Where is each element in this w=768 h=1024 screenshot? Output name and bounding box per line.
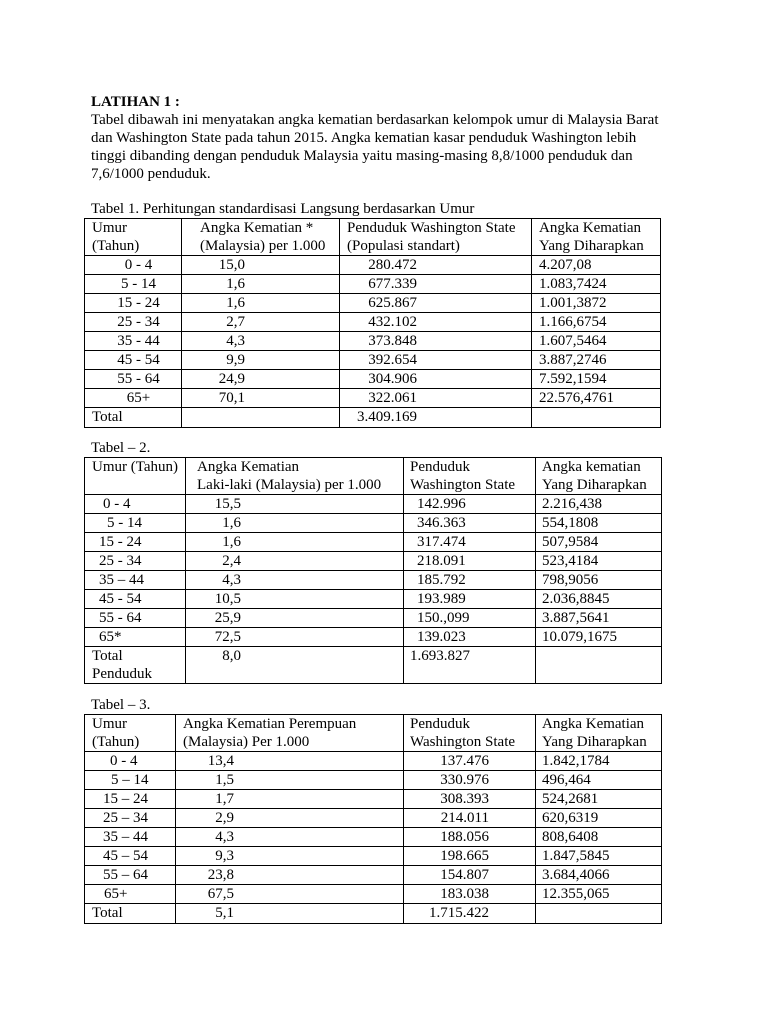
- header-age-group: [85, 458, 186, 495]
- age-group-cell: 0 - 4: [85, 495, 186, 514]
- death-rate-cell: 10,5: [186, 590, 404, 609]
- intro-line: 7,6/1000 penduduk.: [91, 166, 211, 182]
- expected-deaths-cell: 2.036,8845: [536, 590, 662, 609]
- death-rate-cell: 4,3: [186, 571, 404, 590]
- table-2-caption: Tabel – 2.: [91, 440, 151, 456]
- header-line: Umur: [92, 220, 127, 236]
- death-rate-cell: 1,6: [182, 275, 340, 294]
- table-row: [85, 370, 661, 389]
- age-group-cell: 45 - 54: [85, 351, 182, 370]
- death-rate-cell: 4,3: [182, 332, 340, 351]
- population-cell: 193.989: [404, 590, 536, 609]
- population-cell: 373.848: [340, 332, 532, 351]
- table-row: [85, 495, 662, 514]
- table-row: [85, 514, 662, 533]
- table-row: [85, 294, 661, 313]
- age-group-cell: 25 - 34: [85, 552, 186, 571]
- table-3-caption: Tabel – 3.: [91, 697, 151, 713]
- header-line: Angka kematian: [542, 459, 641, 475]
- intro-line: Tabel dibawah ini menyatakan angka kematian berdasarkan kelompok umur di Malaysia Barat: [91, 112, 659, 128]
- population-cell: 432.102: [340, 313, 532, 332]
- population-cell: 183.038: [404, 885, 536, 904]
- death-rate-cell: [182, 408, 340, 428]
- table-header-row: [85, 715, 662, 752]
- expected-deaths-cell: 554,1808: [536, 514, 662, 533]
- header-death-rate: [176, 715, 404, 752]
- header-population: [404, 458, 536, 495]
- expected-deaths-cell: 1.842,1784: [536, 752, 662, 771]
- age-group-cell: 15 – 24: [85, 790, 176, 809]
- table-1: [84, 218, 661, 428]
- population-cell: 322.061: [340, 389, 532, 408]
- header-line: (Tahun): [92, 238, 140, 254]
- table-row: [85, 609, 662, 628]
- death-rate-cell: 1,6: [186, 514, 404, 533]
- population-cell: 308.393: [404, 790, 536, 809]
- header-line: (Tahun): [92, 734, 140, 750]
- expected-deaths-cell: 1.166,6754: [532, 313, 661, 332]
- expected-deaths-cell: 4.207,08: [532, 256, 661, 275]
- death-rate-cell: 25,9: [186, 609, 404, 628]
- expected-deaths-cell: 620,6319: [536, 809, 662, 828]
- death-rate-cell: 24,9: [182, 370, 340, 389]
- population-cell: 188.056: [404, 828, 536, 847]
- header-line: (Populasi standart): [347, 238, 460, 254]
- population-cell: 392.654: [340, 351, 532, 370]
- table-row: [85, 828, 662, 847]
- header-line: Yang Diharapkan: [539, 238, 644, 254]
- table-row: [85, 790, 662, 809]
- table-row: [85, 552, 662, 571]
- population-cell: 218.091: [404, 552, 536, 571]
- death-rate-cell: 1,6: [186, 533, 404, 552]
- header-population: [404, 715, 536, 752]
- header-population: [340, 219, 532, 256]
- header-line: Umur: [92, 716, 127, 732]
- table-row: [85, 571, 662, 590]
- table-3: [84, 714, 662, 924]
- population-cell: 346.363: [404, 514, 536, 533]
- death-rate-cell: 4,3: [176, 828, 404, 847]
- expected-deaths-cell: 2.216,438: [536, 495, 662, 514]
- age-group-cell: 45 - 54: [85, 590, 186, 609]
- table-1-caption: Tabel 1. Perhitungan standardisasi Langsung berdasarkan Umur: [91, 201, 475, 217]
- age-group-cell: 0 - 4: [85, 752, 176, 771]
- age-group-cell: 15 - 24: [85, 533, 186, 552]
- age-group-cell: 65+: [85, 885, 176, 904]
- total-death-rate-cell: 5,1: [176, 904, 404, 924]
- death-rate-cell: 13,4: [176, 752, 404, 771]
- table-row: [85, 771, 662, 790]
- expected-deaths-cell: 1.607,5464: [532, 332, 661, 351]
- expected-deaths-cell: 798,9056: [536, 571, 662, 590]
- table-row: [85, 847, 662, 866]
- table-row: [85, 275, 661, 294]
- header-line: Angka Kematian: [542, 716, 645, 732]
- death-rate-cell: 2,9: [176, 809, 404, 828]
- table-row: [85, 628, 662, 647]
- death-rate-cell: 2,7: [182, 313, 340, 332]
- death-rate-cell: 9,9: [182, 351, 340, 370]
- header-age-group: [85, 219, 182, 256]
- table-2: [84, 457, 662, 684]
- expected-deaths-cell: 10.079,1675: [536, 628, 662, 647]
- header-age-group: [85, 715, 176, 752]
- header-line: Yang Diharapkan: [542, 734, 647, 750]
- table-row: [85, 866, 662, 885]
- expected-deaths-cell: 507,9584: [536, 533, 662, 552]
- table-header-row: [85, 219, 661, 256]
- age-group-cell: 35 – 44: [85, 828, 176, 847]
- population-cell: 137.476: [404, 752, 536, 771]
- expected-deaths-cell: 1.083,7424: [532, 275, 661, 294]
- table-3-section: [84, 696, 662, 924]
- intro-line: dan Washington State pada tahun 2015. Angka kematian kasar penduduk Washington lebih: [91, 130, 637, 146]
- table-row: [85, 256, 661, 275]
- exercise-intro: [91, 93, 711, 183]
- death-rate-cell: 72,5: [186, 628, 404, 647]
- population-cell: 214.011: [404, 809, 536, 828]
- death-rate-cell: 15,5: [186, 495, 404, 514]
- total-label-cell: Total: [85, 904, 176, 924]
- population-cell: 142.996: [404, 495, 536, 514]
- expected-deaths-cell: 1.001,3872: [532, 294, 661, 313]
- expected-deaths-cell: [536, 904, 662, 924]
- age-group-cell: 35 – 44: [85, 571, 186, 590]
- header-line: Washington State: [410, 734, 516, 750]
- header-expected-deaths: [536, 458, 662, 495]
- table-row: [85, 533, 662, 552]
- expected-deaths-cell: [536, 647, 662, 684]
- death-rate-cell: 23,8: [176, 866, 404, 885]
- age-group-cell: 25 – 34: [85, 809, 176, 828]
- header-line: Yang Diharapkan: [542, 477, 647, 493]
- table-total-row: [85, 904, 662, 924]
- header-death-rate: [182, 219, 340, 256]
- exercise-title: LATIHAN 1 :: [91, 94, 180, 110]
- death-rate-cell: 1,5: [176, 771, 404, 790]
- expected-deaths-cell: 1.847,5845: [536, 847, 662, 866]
- table-row: [85, 389, 661, 408]
- table-row: [85, 590, 662, 609]
- table-total-row: [85, 408, 661, 428]
- table-1-section: [84, 200, 661, 428]
- population-cell: 154.807: [404, 866, 536, 885]
- age-group-cell: 0 - 4: [85, 256, 182, 275]
- population-cell: 139.023: [404, 628, 536, 647]
- expected-deaths-cell: 524,2681: [536, 790, 662, 809]
- table-row: [85, 313, 661, 332]
- age-group-cell: 15 - 24: [85, 294, 182, 313]
- header-expected-deaths: [536, 715, 662, 752]
- age-group-cell: 25 - 34: [85, 313, 182, 332]
- age-group-cell: 55 - 64: [85, 370, 182, 389]
- total-label-cell: [85, 647, 186, 684]
- population-cell: 198.665: [404, 847, 536, 866]
- table-row: [85, 885, 662, 904]
- table-row: [85, 809, 662, 828]
- age-group-cell: 5 - 14: [85, 275, 182, 294]
- death-rate-cell: 67,5: [176, 885, 404, 904]
- age-group-cell: 65*: [85, 628, 186, 647]
- table-row: [85, 752, 662, 771]
- expected-deaths-cell: 3.684,4066: [536, 866, 662, 885]
- total-population-cell: 1.693.827: [404, 647, 536, 684]
- population-cell: 330.976: [404, 771, 536, 790]
- table-total-row: [85, 647, 662, 684]
- header-line: Umur (Tahun): [92, 459, 179, 475]
- expected-deaths-cell: 3.887,2746: [532, 351, 661, 370]
- total-population-cell: 1.715.422: [404, 904, 536, 924]
- header-line: Angka Kematian: [539, 220, 642, 236]
- header-line: Penduduk: [410, 716, 470, 732]
- age-group-cell: 5 – 14: [85, 771, 176, 790]
- table-header-row: [85, 458, 662, 495]
- expected-deaths-cell: 22.576,4761: [532, 389, 661, 408]
- expected-deaths-cell: 3.887,5641: [536, 609, 662, 628]
- header-line: Angka Kematian *: [200, 220, 314, 236]
- header-death-rate: [186, 458, 404, 495]
- table-row: [85, 332, 661, 351]
- population-cell: 150.,099: [404, 609, 536, 628]
- total-population-cell: 3.409.169: [340, 408, 532, 428]
- expected-deaths-cell: 523,4184: [536, 552, 662, 571]
- header-line: Penduduk Washington State: [347, 220, 516, 236]
- population-cell: 304.906: [340, 370, 532, 389]
- expected-deaths-cell: 7.592,1594: [532, 370, 661, 389]
- death-rate-cell: 1,6: [182, 294, 340, 313]
- age-group-cell: 45 – 54: [85, 847, 176, 866]
- expected-deaths-cell: [532, 408, 661, 428]
- table-row: [85, 351, 661, 370]
- expected-deaths-cell: 808,6408: [536, 828, 662, 847]
- header-line: (Malaysia) per 1.000: [200, 238, 326, 254]
- total-death-rate-cell: 8,0: [186, 647, 404, 684]
- header-line: Laki-laki (Malaysia) per 1.000: [197, 477, 382, 493]
- intro-line: tinggi dibanding dengan penduduk Malaysia yaitu masing-masing 8,8/1000 penduduk dan: [91, 148, 633, 164]
- death-rate-cell: 2,4: [186, 552, 404, 571]
- header-line: Angka Kematian Perempuan: [183, 716, 357, 732]
- population-cell: 625.867: [340, 294, 532, 313]
- header-expected-deaths: [532, 219, 661, 256]
- death-rate-cell: 1,7: [176, 790, 404, 809]
- total-label-cell: Total: [85, 408, 182, 428]
- age-group-cell: 5 - 14: [85, 514, 186, 533]
- death-rate-cell: 9,3: [176, 847, 404, 866]
- header-line: Angka Kematian: [197, 459, 300, 475]
- death-rate-cell: 15,0: [182, 256, 340, 275]
- header-line: Washington State: [410, 477, 516, 493]
- expected-deaths-cell: 496,464: [536, 771, 662, 790]
- death-rate-cell: 70,1: [182, 389, 340, 408]
- table-2-section: [84, 439, 662, 684]
- header-line: (Malaysia) Per 1.000: [183, 734, 310, 750]
- age-group-cell: 65+: [85, 389, 182, 408]
- age-group-cell: 55 - 64: [85, 609, 186, 628]
- population-cell: 185.792: [404, 571, 536, 590]
- age-group-cell: 55 – 64: [85, 866, 176, 885]
- population-cell: 280.472: [340, 256, 532, 275]
- population-cell: 677.339: [340, 275, 532, 294]
- age-group-cell: 35 - 44: [85, 332, 182, 351]
- header-line: Penduduk: [410, 459, 470, 475]
- expected-deaths-cell: 12.355,065: [536, 885, 662, 904]
- total-label-line: Total: [92, 648, 123, 664]
- population-cell: 317.474: [404, 533, 536, 552]
- total-label-line: Penduduk: [92, 666, 152, 682]
